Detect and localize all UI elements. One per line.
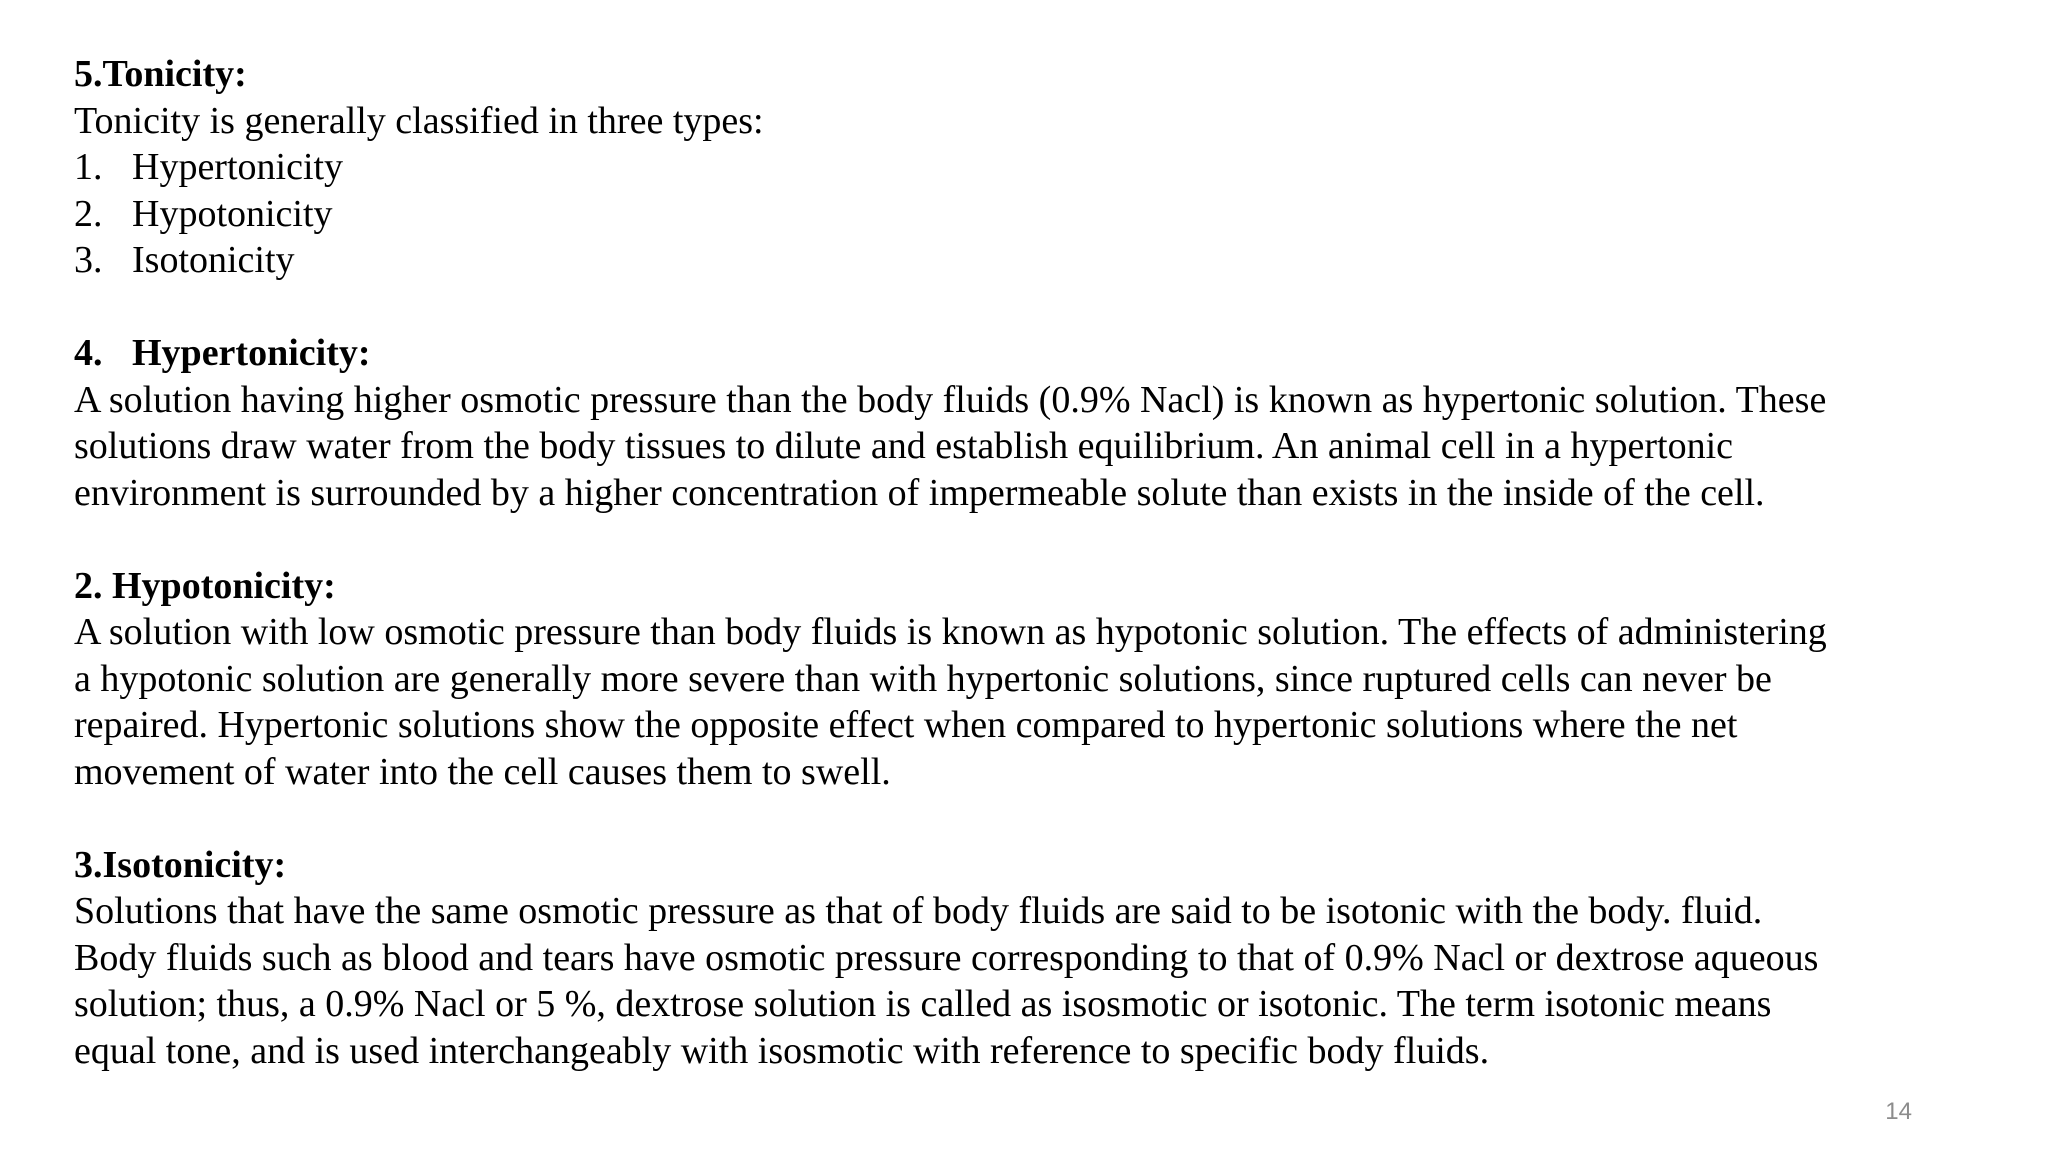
tonicity-type-item xyxy=(74,144,1904,191)
isotonicity-heading: 3.Isotonicity: xyxy=(74,843,287,886)
spacer xyxy=(74,284,1904,331)
heading-number: 4. xyxy=(74,332,103,374)
tonicity-type-item xyxy=(74,191,1904,238)
hypotonicity-text-line: movement of water into the cell causes them to swell. xyxy=(74,750,891,793)
isotonicity-text-line: Body fluids such as blood and tears have osmotic pressure corresponding to that of 0.9% Nacl or dextrose aqueous xyxy=(74,936,1819,979)
slide-number: 14 xyxy=(1885,1098,1912,1125)
list-label: Hypertonicity xyxy=(132,146,344,188)
list-number: 2. xyxy=(74,192,103,235)
heading-label: Hypertonicity: xyxy=(132,332,371,374)
hypotonicity-text-line: A solution with low osmotic pressure than body fluids is known as hypotonic solution. The effects of administering xyxy=(74,611,1827,653)
tonicity-type-item xyxy=(74,237,1904,284)
hypertonicity-text-line: environment is surrounded by a higher concentration of impermeable solute than exists in the inside of the cell. xyxy=(74,471,1765,514)
spacer xyxy=(74,516,1904,563)
tonicity-intro: Tonicity is generally classified in three types: xyxy=(74,99,764,142)
hypertonicity-text-line: solutions draw water from the body tissues to dilute and establish equilibrium. An animal cell in a hypertonic xyxy=(74,425,1734,467)
list-label: Isotonicity xyxy=(132,239,295,281)
hypotonicity-heading: 2. Hypotonicity: xyxy=(74,564,336,607)
list-number: 3. xyxy=(74,239,103,281)
isotonicity-text-line: solution; thus, a 0.9% Nacl or 5 %, dextrose solution is called as isosmotic or isotonic. The term isotonic means xyxy=(74,983,1772,1025)
hypotonicity-text-line: a hypotonic solution are generally more severe than with hypertonic solutions, since ruptured cells can never be xyxy=(74,657,1772,700)
hypotonicity-text-line: repaired. Hypertonic solutions show the opposite effect when compared to hypertonic solutions where the net xyxy=(74,704,1738,746)
list-number: 1. xyxy=(74,146,103,188)
slide-content xyxy=(74,51,1904,1074)
list-label: Hypotonicity xyxy=(132,192,333,235)
hypertonicity-text-line: A solution having higher osmotic pressure than the body fluids (0.9% Nacl) is known as hypertonic solution. These xyxy=(74,378,1827,421)
spacer xyxy=(74,795,1904,842)
tonicity-heading: 5.Tonicity: xyxy=(74,53,247,95)
isotonicity-text-line: Solutions that have the same osmotic pressure as that of body fluids are said to be isotonic with the body. fluid. xyxy=(74,890,1763,932)
isotonicity-text-line: equal tone, and is used interchangeably with isosmotic with reference to specific body fluids. xyxy=(74,1029,1490,1072)
hypertonicity-heading xyxy=(74,330,1904,377)
